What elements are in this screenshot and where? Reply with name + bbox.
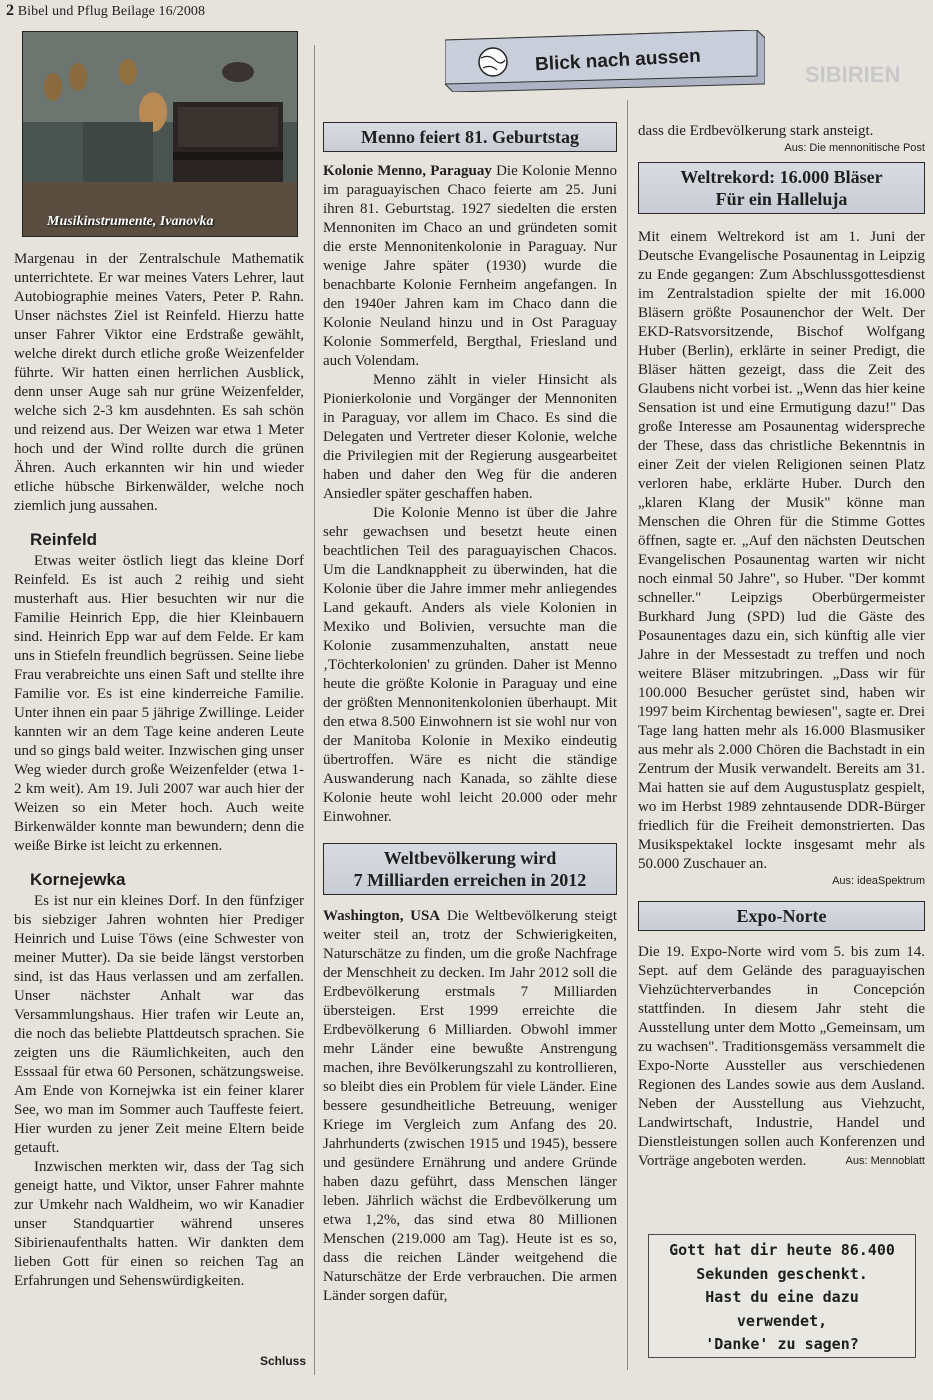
headline-weltrekord-line-2: Für ein Halleluja [715, 189, 848, 209]
continued-text: dass die Erdbevölkerung stark ansteigt. [638, 123, 874, 139]
article-weltrekord-paragraph: Mit einem Weltrekord ist am 1. Juni der Deutsche Evangelische Posaunentag in Leipzig zu Ende gegangen: Zum Abschlussgottesdienst im Zentralstadion spielte der mit 16.000 Bläsern größte Posaunenchor der Welt. Der EKD-Ratsvorsitzende, Bischof Wolfgang Huber (Berlin), erklärte in seiner Predigt, die Bläser hätten gezeigt, dass die Zeit des Glaubens nicht vorbei ist. „Wenn das hier keine Sensation ist und eine Ermutigung dazu!" Das große Interesse am Posaunentag widerspreche der These, dass das christliche Bekenntnis in einer Zeit der vielen Religionen seinen Platz verloren habe, erklärte Huber. Durch den „klaren Klang der Musik" könne man Menschen die Ohren für die Stimme Gottes öffnen, sagte er. „Auf den nächsten Deutschen Evangelischen Posaunentag warten wir nicht noch einmal 50 Jahre", so Huber. "Der kommt schneller." Leipzigs Oberbürgermeister Burkhard Jung (SPD) lud die Gäste des Posaunentages dazu ein, sich künftig alle vier Jahre in der Messestadt zu treffen und noch weitere Bläser mitzubringen. „Dass wir für 100.000 Besucher gerüstet sind, haben wir 1997 beim Kirchentag bewiesen", sagte er. Drei Tage lang hatten mehr als 16.000 Blasmusiker aus mehr als 2.000 Chören die Bachstadt in ein Zentrum der Musik verwandelt. Bereits am 31. Mai hatten sie auf dem Augustusplatz gespielt, wo im Herbst 1989 zehntausende DDR-Bürger friedlich für die Freiheit demonstrierten. Das Musikspektakel lockte insgesamt mehr als 50.000 Zuschauer an. [638, 229, 925, 872]
article-menno-paragraph-2: Menno zählt in vieler Hinsicht als Pionierkolonie und Vorgänger der Mennoniten in Paraguay, vor allem im Chaco. Es sind die Delegaten und Vertreter dieser Kolonie, welche die Privilegien mit der Regierung ausgearbeitet haben und daher den Weg für die anderen Ansiedler später geschaffen haben. [323, 372, 617, 502]
heading-reinfeld: Reinfeld [30, 530, 98, 549]
article-weltbevoelkerung-paragraph [323, 907, 617, 1306]
quote-line-5: 'Danke' zu sagen? [705, 1335, 859, 1353]
quote-line-2: Sekunden geschenkt. [696, 1264, 868, 1283]
column-1 [14, 250, 304, 1291]
article-end-marker: Schluss [260, 1354, 307, 1368]
section-banner [445, 30, 901, 92]
column-3 [638, 122, 925, 1167]
source-idea-spektrum: Aus: ideaSpektrum [832, 875, 925, 887]
column-rule-1 [314, 45, 315, 1375]
article-expo-norte-paragraph: Die 19. Expo-Norte wird vom 5. bis zum 14. Sept. auf dem Gelände des paraguayischen Viehzüchterverbandes in Concepción stattfinden. In diesem Jahr steht die Ausstellung unter dem Motto „Gemeinsam, um zu wachsen". Traditionsgemäss versammelt die Expo-Norte Aussteller aus verschiedenen Regionen des Landes sowie aus dem Ausland. Neben der Ausstellung aus Viehzucht, Landwirtschaft, Industrie, Handel und Dienstleistungen sollen auch Konferenzen und Vorträge angeboten werden. [638, 944, 925, 1169]
col1-paragraph-kornejewka-2: Inzwischen merkten wir, dass der Tag sich geneigt hatte, und Viktor, unser Fahrer mahnte zur Umkehr nach Waldheim, wo wir Kanadier unser Standquartier während unseres Sibirienaufenthalts hatten. Wir dankten dem lieben Gott für einen so reichen Tag an Erfahrungen und Sehenswürdigkeiten. [14, 1159, 304, 1289]
quote-line-3: Hast du eine dazu [705, 1288, 859, 1306]
photo-illustration [23, 32, 297, 236]
source-mennonitische-post: Aus: Die mennonitische Post [784, 142, 925, 154]
page-number: 2 [6, 2, 15, 19]
headline-weltrekord [638, 162, 925, 214]
source-mennoblatt: Aus: Mennoblatt [845, 1155, 925, 1167]
col1-paragraph-1: Margenau in der Zentralschule Mathematik unterrichtete. Er war meines Vaters Lehrer, laut Autobiographie meines Vaters, Peter P. Rahn. Unser nächstes Ziel ist Reinfeld. Hierzu hatte unser Fahrer Viktor eine Erdstraße gewählt, welche direkt durch etliche große Weizenfelder führte. Wir hatten einen herrlichen Ausblick, denn unser Auge sah nur grüne Weizenfelder, welche sich 2-3 km ausdehnten. Es sah schön und reizend aus. Der Weizen war etwa 1 Meter hoch und der Wind rollte durch die grünen Ähren. Auch erkannten wir hin und wieder etliche hübsche Birkenwälder, welche noch ziemlich jung aussahen. [14, 251, 304, 514]
dateline-washington: Washington, USA [323, 908, 441, 924]
quote-line-4: verwendet, [736, 1311, 828, 1330]
heading-kornejewka: Kornejewka [30, 870, 126, 889]
photo-music-instruments [22, 31, 298, 237]
publication-line: Bibel und Pflug Beilage 16/2008 [17, 4, 206, 19]
page-header [6, 2, 205, 20]
headline-weltbevoelkerung-line-2: 7 Milliarden erreichen in 2012 [353, 870, 587, 890]
col1-paragraph-kornejewka-1: Es ist nur ein kleines Dorf. In den fünfziger bis siebziger Jahren wohnten hier Prediger Heinrich und Luise Töws (eine Schwester von meiner Mutter). Da sie beide längst verstorben sind, ist das Haus verlassen und am zerfallen. Unser nächster Anhalt war das Versammlungshaus. Hier trafen wir Leute an, die noch das beliebte Plattdeutsch sprachen. Sie zeigten uns die Räumlichkeiten, auch den Esssaal für etwa 60 Personen, schätzungsweise. Am Ende von Kornejwka ist ein feiner klarer See, wo man im Sommer auch Tauffeste feiert. Hier wurden zu jener Zeit meine Eltern beide getauft. [14, 893, 304, 1156]
photo-caption: Musikinstrumente, Ivanovka [47, 214, 214, 229]
headline-menno: Menno feiert 81. Geburtstag [323, 122, 617, 152]
headline-weltbevoelkerung [323, 843, 617, 895]
article-menno-paragraph-3: Die Kolonie Menno ist über die Jahre sehr gewachsen und besetzt heute einen beachtlichen Teil des paraguayischen Chacos. Um die Landknappheit zu überwinden, hat die Kolonie über die Jahre immer mehr anliegendes Land gekauft. Anders als viele Kolonien in Mexiko und Bolivien, versuchte man die Kolonie zusammenzuhalten, anstatt neue ‚Töchterkolonien' zu gründen. Daher ist Menno heute die größte Kolonie in Paraguay und eine der größten Mennonitenkolonien überhaupt. Mit den etwa 8.500 Einwohnern ist sie wohl nur von der Manitoba Kolonie in Mexiko eindeutig übertroffen. Wäre es nicht die ständige Auswanderung nach Kanada, so zählte diese Kolonie heute wohl leicht 20.000 oder mehr Einwohner. [323, 505, 617, 825]
banner-ghost-text: SIBIRIEN [805, 62, 901, 87]
article-menno-text-1: Die Kolonie Menno im paraguayischen Chaco feierte am 25. Juni ihren 81. Geburtstag. 1927 siedelten die ersten Mennoniten im Chaco an und gründeten somit die erste Mennonitenkolonie in Paraguay. Nur wenige Jahre später (1930) wurde die benachbarte Kolonie Fernheim angefangen. In den 1940er Jahren kam im Chaco dann die Kolonie Neuland hinzu und in Ost Paraguay Kolonie Sommerfeld, Bergthal, Friesland und auch Volendam. [323, 163, 617, 369]
col1-paragraph-reinfeld: Etwas weiter östlich liegt das kleine Dorf Reinfeld. Es ist auch 2 reihig und sieht musterhaft aus. Hier besuchten wir nur die Familie Heinrich Epp, die hier Kleinbauern sind. Heinrich Epp war auf dem Felde. Er kam uns in Stiefeln freundlich begrüssen. Seine liebe Frau verabreichte uns einen Saft und stellte ihre Familie vor. Es ist eine kinderreiche Familie. Unter ihnen ein paar 5 jährige Zwillinge. Leider kannten wir an dem Tage keine anderen Leute und so gings bald weiter. Inzwischen ging unser Weg wieder durch große Weizenfelder (etwa 1-2 km weit). Am 19. Juli 2007 war auch hier der Weizen so ein Meter hoch. Auch weite Birkenwälder konnte man bewundern; denn die weiße Birke ist leicht zu erkennen. [14, 553, 304, 854]
column-rule-2 [627, 100, 628, 1370]
article-weltbevoelkerung-text: Die Weltbevölkerung steigt weiter steil an, trotz der Schwierigkeiten, Naturschätze zu finden, um die große Nachfrage der Menschheit zu decken. Im Jahr 2012 soll die Erdbevölkerung erstmals 7 Milliarden übersteigen. Erst 1999 erreichte die Erdbevölkerung 6 Milliarden. Obwohl immer mehr Länder eine bewußte Anstrengung machen, ihre Bevölkerungszahl zu kontrollieren, so bleibt dies ein Problem für viele Länder. Eine bessere gesundheitliche Betreuung, weniger Kriege im Vergleich zum Anfang des 20. Jahrhunderts (zwischen 1915 und 1945), bessere und gesündere Ernährung und andere Gründe haben dazu geführt, dass Menschen länger leben. Jährlich wächst die Erdbevölkerung um etwa 1,2%, das sind etwa 80 Millionen Menschen (219.000 am Tag). Heute ist es so, dass die reichen Länder weitgehend die Naturschätze der Erde verbrauchen. Die armen Länder sorgen dafür, [323, 908, 617, 1304]
headline-weltbevoelkerung-line-1: Weltbevölkerung wird [383, 848, 557, 868]
banner-title: Blick nach aussen [534, 45, 702, 76]
quote-box [648, 1234, 916, 1358]
column-2 [323, 122, 617, 1306]
quote-line-1: Gott hat dir heute 86.400 [669, 1241, 895, 1259]
article-menno-paragraph-1 [323, 162, 617, 371]
dateline-menno: Kolonie Menno, Paraguay [323, 163, 492, 179]
headline-weltrekord-line-1: Weltrekord: 16.000 Bläser [680, 167, 883, 187]
headline-expo-norte: Expo-Norte [638, 901, 925, 931]
